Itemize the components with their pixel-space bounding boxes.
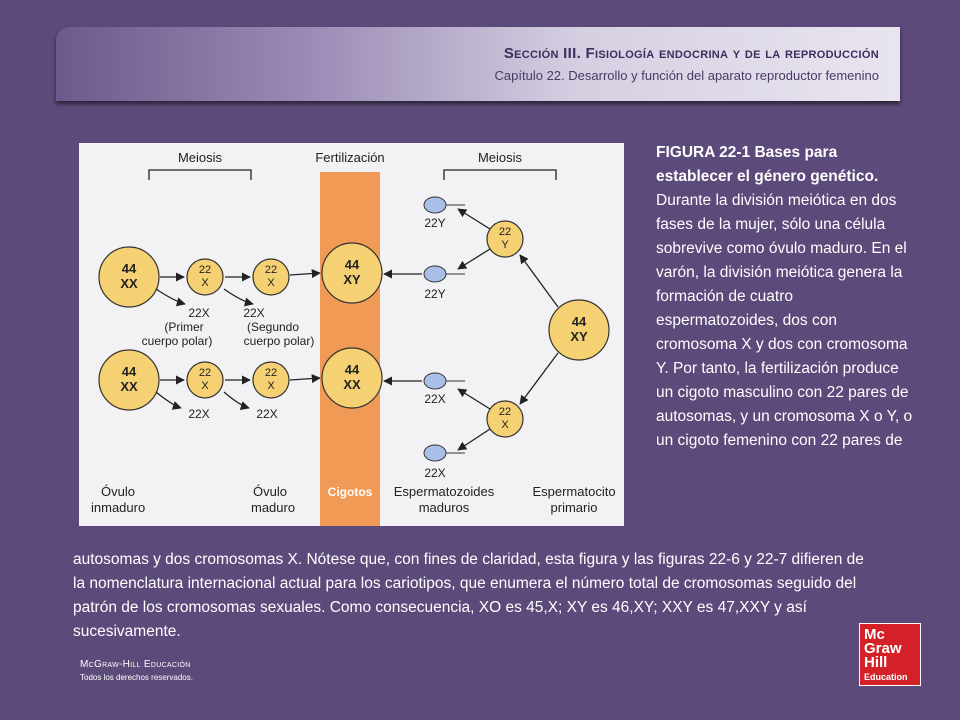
svg-text:22: 22	[264, 264, 278, 276]
arrow-22y-to-sperm-2	[458, 249, 490, 269]
polar-body-1	[142, 306, 213, 348]
svg-text:maduro: maduro	[251, 500, 296, 515]
svg-text:X: X	[267, 380, 275, 392]
polar-body-2	[243, 306, 314, 348]
svg-text:XX: XX	[343, 377, 361, 392]
svg-text:22: 22	[198, 367, 212, 379]
meiosis-right-header: Meiosis	[477, 150, 523, 165]
svg-text:X: X	[501, 419, 509, 431]
svg-text:X: X	[201, 380, 209, 392]
svg-text:XY: XY	[343, 272, 361, 287]
svg-text:inmaduro: inmaduro	[91, 500, 146, 515]
label-ovulo-maduro	[251, 484, 295, 515]
svg-text:44: 44	[121, 364, 137, 379]
svg-text:Espermatocito: Espermatocito	[532, 484, 616, 499]
caption-continuation: autosomas y dos cromosomas X. Nótese que, con fines de claridad, esta figura y las figuras 22-6 y 22-7 difieren de la nomenclatura internacional actual para los cariotipos, que enumera el número total de cromosomas seguido del patrón de los cromosomas sexuales. Como consecuencia, XO es 45,X; XY es 46,XY; XXY es 47,XXY y así sucesivamente.	[73, 551, 864, 640]
arrow-22x-into-zygote-top	[290, 273, 320, 275]
arrow-to-polar-2	[224, 289, 253, 304]
arrow-to-bottom-22x-1	[156, 392, 181, 408]
svg-text:(Primer: (Primer	[164, 320, 204, 334]
svg-text:Espermatozoides: Espermatozoides	[393, 484, 495, 499]
zygote-44xx	[322, 348, 382, 408]
svg-text:22X: 22X	[424, 466, 446, 480]
section-banner	[56, 27, 900, 101]
svg-text:22: 22	[264, 367, 278, 379]
label-espermatozoides	[394, 484, 495, 515]
chapter-subtitle: Capítulo 22. Desarrollo y función del aparato reproductor femenino	[494, 68, 879, 83]
svg-text:XX: XX	[120, 276, 138, 291]
sperm-22y-1	[424, 197, 465, 230]
arrow-22x-to-sperm-2	[458, 429, 490, 450]
bottom-22x-label-2: 22X	[256, 407, 278, 421]
publisher-name: McGraw-Hill Educación	[80, 659, 191, 670]
svg-text:Óvulo: Óvulo	[101, 484, 135, 499]
figure-caption	[656, 141, 916, 453]
svg-text:cuerpo polar): cuerpo polar)	[243, 334, 315, 348]
fertilization-header: Fertilización	[315, 150, 385, 165]
svg-text:22X: 22X	[424, 392, 446, 406]
svg-text:22: 22	[498, 226, 512, 238]
svg-text:22: 22	[498, 406, 512, 418]
caption-text-right: Durante la división meiótica en dos fases de la mujer, sólo una célula sobrevive como óvulo maduro. En el varón, la división meiótica genera la formación de cuatro espermatozoides, dos con cromosoma X y dos con cromosoma Y. Por tanto, la fertilización produce un cigoto masculino con 22 pares de autosomas, y un cromosoma X o Y, o un cigoto femenino con 22 pares de	[656, 192, 913, 449]
svg-text:XX: XX	[120, 379, 138, 394]
label-espermatocito	[532, 484, 615, 515]
svg-text:Y: Y	[501, 239, 509, 251]
meiosis-right-bracket	[444, 170, 556, 180]
svg-text:22Y: 22Y	[424, 216, 446, 230]
svg-text:(Segundo: (Segundo	[246, 320, 300, 334]
mcgraw-hill-logo: Mc Graw Hill Education	[859, 623, 921, 686]
meiosis-left-bracket	[149, 170, 251, 180]
zygote-44xy	[322, 243, 382, 303]
svg-text:22: 22	[198, 264, 212, 276]
caption-title: FIGURA 22-1 Bases para establecer el género genético.	[656, 144, 879, 185]
section-title: Sección III. Fisiología endocrina y de la reproducción	[503, 45, 879, 62]
svg-text:Óvulo: Óvulo	[253, 484, 287, 499]
meiosis-left-header: Meiosis	[177, 150, 223, 165]
cell-22x-a	[187, 259, 223, 295]
arrow-to-bottom-22x-2	[224, 392, 249, 408]
cell-22y-mid	[487, 221, 523, 257]
arrow-primary-to-22x	[520, 353, 558, 404]
arrow-22y-to-sperm-1	[458, 209, 490, 229]
rights-notice: Todos los derechos reservados.	[80, 673, 193, 682]
cell-44xx-bottom	[99, 350, 159, 410]
cell-44xx-top	[99, 247, 159, 307]
bottom-22x-label-1: 22X	[188, 407, 210, 421]
svg-text:44: 44	[121, 261, 137, 276]
sperm-22x-2	[424, 445, 465, 480]
cigotos-label: Cigotos	[327, 485, 373, 499]
svg-text:22X: 22X	[188, 306, 210, 320]
svg-text:44: 44	[571, 314, 587, 329]
arrow-22x-to-sperm-1	[458, 389, 490, 409]
cell-22x-d	[253, 362, 289, 398]
arrow-to-polar-1	[156, 289, 185, 304]
svg-text:X: X	[267, 277, 275, 289]
cell-22x-mid	[487, 401, 523, 437]
svg-text:XY: XY	[570, 329, 588, 344]
cell-44xy-primary	[549, 300, 609, 360]
svg-text:X: X	[201, 277, 209, 289]
svg-text:22X: 22X	[243, 306, 265, 320]
sperm-22y-2	[424, 266, 465, 301]
svg-text:44: 44	[344, 362, 360, 377]
svg-text:cuerpo polar): cuerpo polar)	[141, 334, 213, 348]
arrow-primary-to-22y	[520, 255, 558, 307]
svg-text:44: 44	[344, 257, 360, 272]
cell-22x-c	[187, 362, 223, 398]
label-ovulo-inmaduro	[91, 484, 145, 515]
figure-22-1	[79, 143, 624, 526]
svg-text:primario: primario	[550, 500, 598, 515]
svg-text:maduros: maduros	[418, 500, 470, 515]
arrow-22x-into-zygote-bottom	[290, 378, 320, 380]
cell-22x-b	[253, 259, 289, 295]
svg-text:22Y: 22Y	[424, 287, 446, 301]
